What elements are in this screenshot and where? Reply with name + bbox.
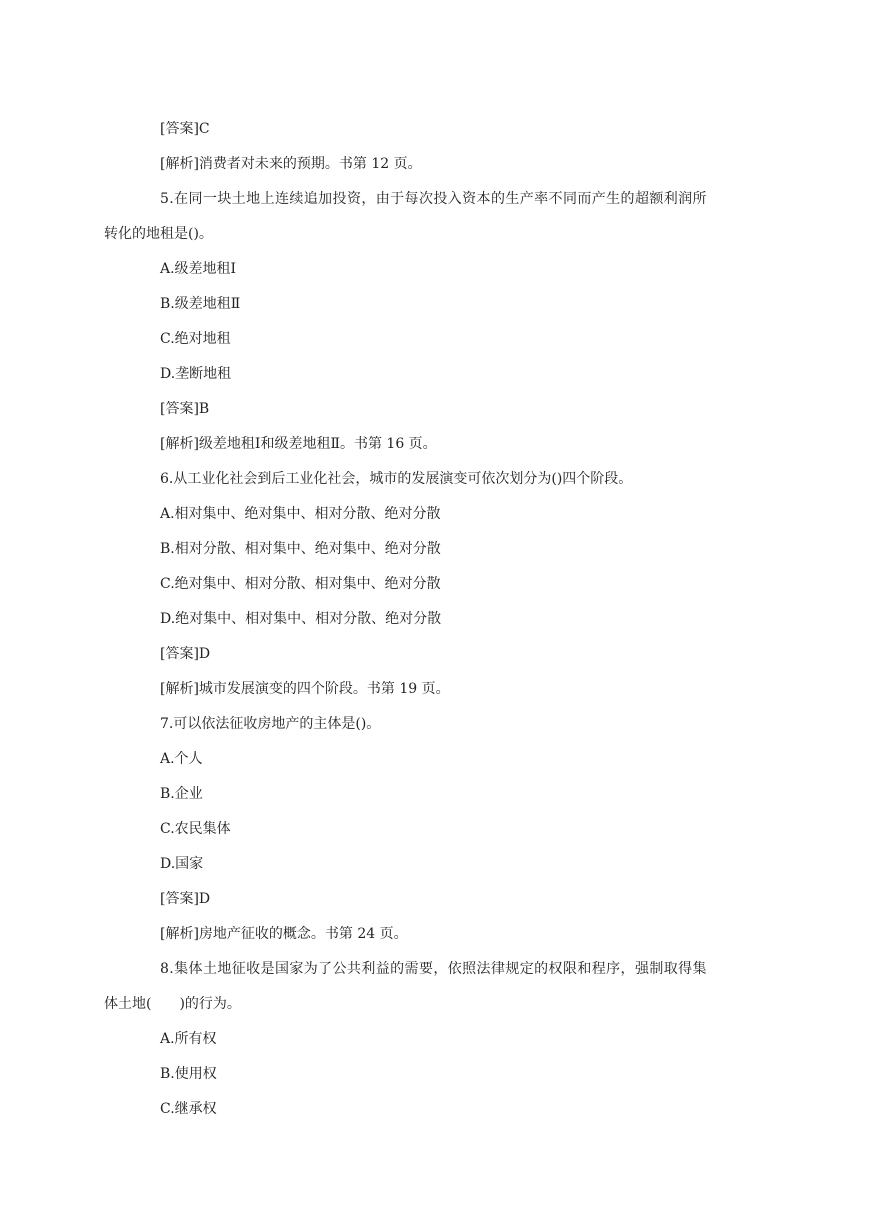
- option-line: D.垄断地租: [160, 366, 232, 382]
- option-line: B.使用权: [160, 1066, 217, 1082]
- answer-line: [答案]C: [160, 121, 210, 137]
- option-line: C.继承权: [160, 1101, 217, 1117]
- analysis-line: [解析]城市发展演变的四个阶段。书第 19 页。: [160, 681, 450, 697]
- question-line: 6.从工业化社会到后工业化社会，城市的发展演变可依次划分为()四个阶段。: [160, 471, 633, 487]
- answer-line: [答案]D: [160, 646, 211, 662]
- option-line: D.绝对集中、相对集中、相对分散、绝对分散: [160, 611, 442, 627]
- answer-line: [答案]D: [160, 891, 211, 907]
- option-line: C.绝对地租: [160, 331, 231, 347]
- option-line: C.农民集体: [160, 821, 231, 837]
- question-line-continued: 体土地( )的行为。: [104, 996, 241, 1012]
- answer-line: [答案]B: [160, 401, 210, 417]
- option-line: C.绝对集中、相对分散、相对集中、绝对分散: [160, 576, 441, 592]
- analysis-line: [解析]消费者对未来的预期。书第 12 页。: [160, 156, 422, 172]
- option-line: D.国家: [160, 856, 204, 872]
- option-line: A.个人: [160, 751, 203, 767]
- question-line: 8.集体土地征收是国家为了公共利益的需要，依照法律规定的权限和程序，强制取得集: [160, 961, 707, 977]
- analysis-line: [解析]级差地租Ⅰ和级差地租Ⅱ。书第 16 页。: [160, 436, 437, 452]
- option-line: A.所有权: [160, 1031, 217, 1047]
- option-line: B.相对分散、相对集中、绝对集中、绝对分散: [160, 541, 441, 557]
- question-line: 7.可以依法征收房地产的主体是()。: [160, 716, 381, 732]
- option-line: B.级差地租Ⅱ: [160, 296, 241, 312]
- option-line: A.相对集中、绝对集中、相对分散、绝对分散: [160, 506, 441, 522]
- analysis-line: [解析]房地产征收的概念。书第 24 页。: [160, 926, 408, 942]
- option-line: B.企业: [160, 786, 203, 802]
- option-line: A.级差地租Ⅰ: [160, 261, 237, 277]
- question-line-continued: 转化的地租是()。: [104, 226, 213, 242]
- question-line: 5.在同一块土地上连续追加投资，由于每次投入资本的生产率不同而产生的超额利润所: [160, 191, 707, 207]
